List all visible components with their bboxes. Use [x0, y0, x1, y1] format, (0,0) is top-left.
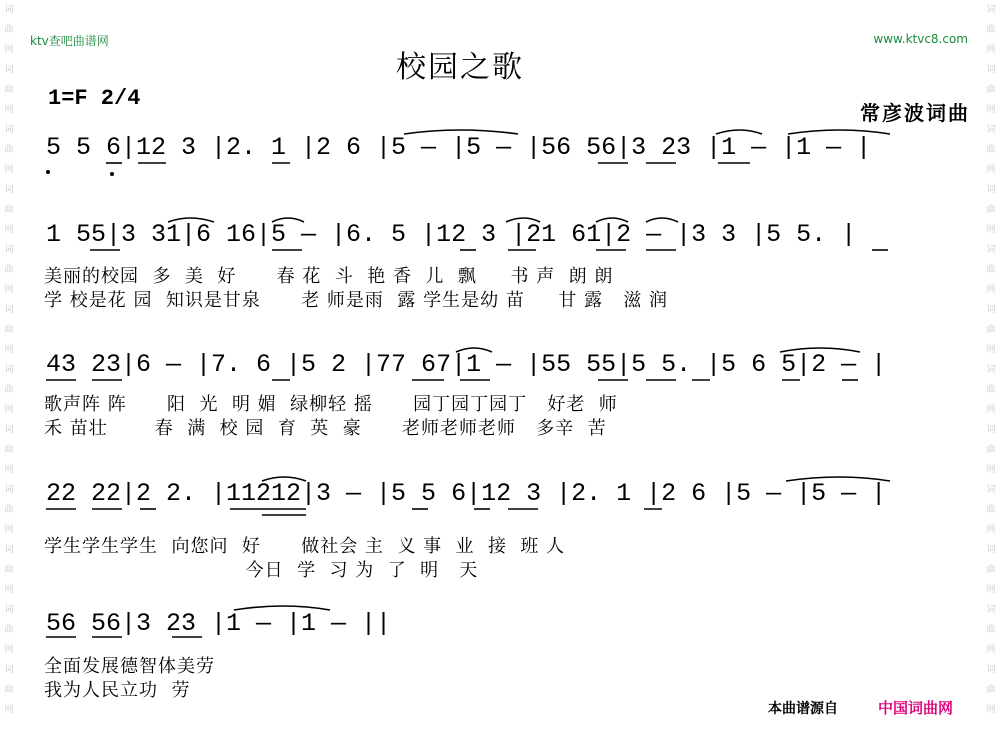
- side-watermark-right: 词曲网词曲网词曲网词曲网词曲网词曲网词曲网词曲网词曲网词曲网词曲网词曲网: [986, 5, 996, 715]
- key-signature: 1=F 2/4: [48, 86, 141, 111]
- lyric-row-4: 禾 苗壮 春 满 校 园 育 英 豪 老师老师老师 多辛 苦: [44, 418, 607, 439]
- lyric-row-7: 全面发展德智体美劳: [44, 656, 215, 677]
- side-watermark-left: 词曲网词曲网词曲网词曲网词曲网词曲网词曲网词曲网词曲网词曲网词曲网词曲网: [4, 5, 14, 715]
- lyric-row-6: 今日 学 习 为 了 明 天: [44, 560, 479, 581]
- lyric-row-3: 歌声阵 阵 阳 光 明 媚 绿柳轻 摇 园丁园丁园丁 好老 师: [44, 394, 618, 415]
- source-label: 本曲谱源自: [768, 701, 838, 717]
- lyric-row-5: 学生学生学生 向您问 好 做社会 主 义 事 业 接 班 人: [44, 536, 566, 557]
- notation-row-3: 43 23|6 — |7. 6 |5 2 |77 67|1 — |55 55|5 5. |5 6 5|2 — |: [46, 350, 887, 379]
- notation-row-4: 22 22|2 2. |11212|3 — |5 5 6|12 3 |2. 1 |2 6 |5 — |5 — |: [46, 479, 887, 508]
- notation-row-2: 1 55|3 31|6 16|5 — |6. 5 |12 3 |21 61|2 — |3 3 |5 5. |: [46, 220, 857, 249]
- composer-credit: 常彦波词曲: [860, 101, 970, 125]
- lyric-row-2: 学 校是花 园 知识是甘泉 老 师是雨 露 学生是幼 苗 甘 露 滋 润: [44, 290, 669, 311]
- notation-row-5: 56 56|3 23 |1 — |1 — ||: [46, 609, 392, 638]
- notation-row-1: 5 5 6|12 3 |2. 1 |2 6 |5 — |5 — |56 56|3 23 |1 — |1 — |: [46, 133, 872, 162]
- watermark-left: ktv查吧曲谱网: [30, 34, 109, 48]
- score-title: 校园之歌: [396, 50, 524, 85]
- lyric-row-1: 美丽的校园 多 美 好 春 花 斗 艳 香 儿 飘 书 声 朗 朗: [44, 266, 614, 287]
- watermark-right: www.ktvc8.com: [873, 32, 968, 46]
- source-brand: 中国词曲网: [878, 699, 954, 717]
- lyric-row-8: 我为人民立功 劳: [44, 680, 191, 701]
